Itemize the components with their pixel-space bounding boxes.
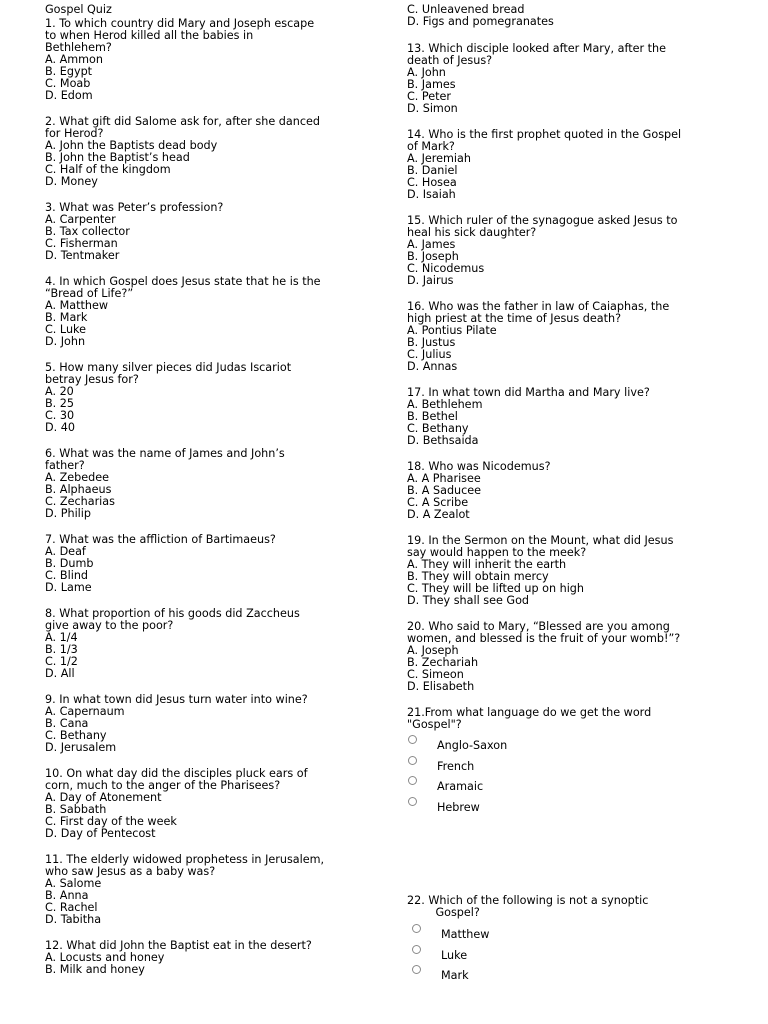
radio-option-label: French [437, 759, 475, 773]
option-text: D. Elisabeth [407, 680, 475, 693]
option-text: D. John [45, 335, 86, 348]
question-block [407, 461, 737, 521]
option-text: C. Fisherman [45, 237, 118, 250]
question-text: 14. Who is the first prophet quoted in the Gospel of Mark? [407, 128, 682, 153]
option-text: B. Cana [45, 717, 89, 730]
option-text: C. Moab [45, 77, 91, 90]
question-block [407, 535, 737, 607]
question-text: 22. Which of the following is not a synoptic Gospel? [407, 894, 649, 919]
option-text: B. Justus [407, 336, 456, 349]
option-text: C. 1/2 [45, 655, 78, 668]
question-block [45, 694, 375, 754]
radio-group-synoptic [407, 924, 737, 986]
option-text: D. Philip [45, 507, 91, 520]
option-text: D. They shall see God [407, 594, 530, 607]
option-text: D. 40 [45, 421, 75, 434]
question-text: 19. In the Sermon on the Mount, what did Jesus say would happen to the meek? [407, 534, 674, 559]
question-12-continued [407, 4, 737, 28]
option-text: D. Edom [45, 89, 93, 102]
option-text: D. Isaiah [407, 188, 456, 201]
option-text: C. Unleavened bread [407, 3, 525, 16]
option-text: B. Daniel [407, 164, 458, 177]
radio-option-label: Mark [441, 969, 469, 982]
question-block [45, 448, 375, 520]
radio-button-icon[interactable] [412, 965, 421, 974]
option-text: D. A Zealot [407, 508, 470, 521]
option-text: A. Matthew [45, 299, 108, 312]
question-22 [407, 895, 737, 986]
question-text: 11. The elderly widowed prophetess in Jerusalem, who saw Jesus as a baby was? [45, 853, 325, 878]
option-text: B. 1/3 [45, 643, 78, 656]
option-text: D. Day of Pentecost [45, 827, 156, 840]
question-text: 17. In what town did Martha and Mary live? [407, 386, 650, 399]
option-text: A. Bethlehem [407, 398, 483, 411]
option-text: A. Pontius Pilate [407, 324, 497, 337]
question-text: 10. On what day did the disciples pluck ears of corn, much to the anger of the Pharisees? [45, 767, 308, 792]
question-block [45, 768, 375, 840]
question-text: 5. How many silver pieces did Judas Iscariot betray Jesus for? [45, 361, 292, 386]
option-text: D. Jairus [407, 274, 454, 287]
question-21 [407, 707, 737, 817]
option-text: D. Annas [407, 360, 458, 373]
option-text: C. Bethany [407, 422, 469, 435]
option-text: A. James [407, 238, 456, 251]
option-text: A. Zebedee [45, 471, 109, 484]
question-block [407, 301, 737, 373]
option-text: D. Tabitha [45, 913, 102, 926]
radio-option[interactable] [407, 776, 737, 797]
radio-button-icon[interactable] [412, 924, 421, 933]
option-text: C. Zecharias [45, 495, 115, 508]
option-text: D. Tentmaker [45, 249, 120, 262]
question-block [407, 621, 737, 693]
radio-option[interactable] [407, 735, 737, 756]
question-block [407, 387, 737, 447]
option-text: A. Deaf [45, 545, 86, 558]
question-text: 4. In which Gospel does Jesus state that he is the “Bread of Life?” [45, 275, 321, 300]
radio-option[interactable] [407, 797, 737, 818]
question-text: 8. What proportion of his goods did Zaccheus give away to the poor? [45, 607, 300, 632]
radio-option[interactable] [407, 756, 737, 777]
right-column [407, 4, 737, 986]
option-text: C. A Scribe [407, 496, 469, 509]
radio-button-icon[interactable] [408, 797, 417, 806]
question-text: 21.From what language do we get the word "Gospel"? [407, 706, 652, 731]
option-text: C. Julius [407, 348, 452, 361]
question-text: 2. What gift did Salome ask for, after she danced for Herod? [45, 115, 320, 140]
option-text: A. Joseph [407, 644, 459, 657]
question-text: 16. Who was the father in law of Caiaphas, the high priest at the time of Jesus death? [407, 300, 670, 325]
option-text: C. Blind [45, 569, 89, 582]
option-text: D. Simon [407, 102, 458, 115]
option-text: A. John the Baptists dead body [45, 139, 218, 152]
option-text: B. Egypt [45, 65, 93, 78]
page-title: Gospel Quiz [45, 3, 112, 16]
option-text: C. Simeon [407, 668, 464, 681]
question-text: 13. Which disciple looked after Mary, after the death of Jesus? [407, 42, 667, 67]
option-text: C. Bethany [45, 729, 107, 742]
option-text: B. Sabbath [45, 803, 107, 816]
option-text: B. Bethel [407, 410, 458, 423]
option-text: C. Half of the kingdom [45, 163, 171, 176]
option-text: B. Dumb [45, 557, 94, 570]
option-text: C. 30 [45, 409, 75, 422]
radio-button-icon[interactable] [412, 945, 421, 954]
option-text: B. Tax collector [45, 225, 130, 238]
question-text: 9. In what town did Jesus turn water into wine? [45, 693, 308, 706]
option-text: B. Zechariah [407, 656, 479, 669]
radio-option-label: Aramaic [437, 780, 484, 793]
option-text: C. Nicodemus [407, 262, 485, 275]
question-block [45, 940, 375, 976]
radio-option-label: Hebrew [437, 800, 480, 814]
question-text: 7. What was the affliction of Bartimaeus? [45, 533, 276, 546]
radio-option[interactable] [407, 965, 737, 986]
option-text: D. Lame [45, 581, 92, 594]
option-text: A. John [407, 66, 446, 79]
question-block [45, 116, 375, 188]
option-text: B. John the Baptist’s head [45, 151, 190, 164]
option-text: A. Ammon [45, 53, 103, 66]
radio-option[interactable] [407, 945, 737, 966]
option-text: C. Hosea [407, 176, 457, 189]
question-text: 6. What was the name of James and John’s father? [45, 447, 285, 472]
option-text: A. They will inherit the earth [407, 558, 567, 571]
question-block [45, 854, 375, 926]
radio-button-icon[interactable] [408, 776, 417, 785]
option-text: A. Day of Atonement [45, 791, 162, 804]
question-text: 20. Who said to Mary, “Blessed are you among women, and blessed is the fruit of your womb!”? [407, 620, 681, 645]
option-text: B. 25 [45, 397, 75, 410]
option-text: A. Jeremiah [407, 152, 471, 165]
radio-option-label: Anglo-Saxon [437, 739, 508, 752]
option-text: A. A Pharisee [407, 472, 481, 485]
option-text: C. Luke [45, 323, 87, 336]
radio-option-label: Matthew [441, 928, 490, 941]
option-text: D. Bethsaida [407, 434, 479, 447]
option-text: A. Locusts and honey [45, 951, 165, 964]
option-text: B. Alphaeus [45, 483, 112, 496]
option-text: D. Jerusalem [45, 741, 117, 754]
radio-option[interactable] [407, 924, 737, 945]
right-question-list [407, 43, 737, 693]
question-block [407, 43, 737, 115]
option-text: A. Capernaum [45, 705, 125, 718]
option-text: B. Joseph [407, 250, 459, 263]
question-block [45, 608, 375, 680]
option-text: A. 20 [45, 385, 74, 398]
question-text: 3. What was Peter’s profession? [45, 201, 224, 214]
option-text: B. Anna [45, 889, 89, 902]
option-text: B. James [407, 78, 456, 91]
question-block [407, 215, 737, 287]
option-text: C. Peter [407, 90, 452, 103]
option-text: D. Figs and pomegranates [407, 15, 554, 28]
question-text: 12. What did John the Baptist eat in the desert? [45, 939, 312, 952]
option-text: A. Salome [45, 877, 102, 890]
option-text: B. Milk and honey [45, 963, 145, 976]
question-block [45, 202, 375, 262]
option-text: A. 1/4 [45, 631, 78, 644]
question-block [45, 276, 375, 348]
radio-button-icon[interactable] [408, 735, 417, 744]
option-text: A. Carpenter [45, 213, 116, 226]
option-text: C. They will be lifted up on high [407, 582, 584, 595]
question-text: 15. Which ruler of the synagogue asked Jesus to heal his sick daughter? [407, 214, 678, 239]
option-text: C. First day of the week [45, 815, 177, 828]
option-text: B. A Saducee [407, 484, 482, 497]
option-text: D. Money [45, 175, 98, 188]
option-text: B. They will obtain mercy [407, 570, 549, 583]
radio-button-icon[interactable] [408, 756, 417, 765]
left-question-list [45, 18, 375, 976]
option-text: B. Mark [45, 311, 88, 324]
radio-group-language [407, 735, 737, 817]
radio-option-label: Luke [441, 948, 468, 962]
question-text: 18. Who was Nicodemus? [407, 460, 551, 473]
question-block [45, 534, 375, 594]
question-text: 1. To which country did Mary and Joseph escape to when Herod killed all the babies in Bethlehem? [45, 17, 315, 54]
option-text: D. All [45, 667, 75, 680]
question-block [45, 18, 375, 102]
option-text: C. Rachel [45, 901, 98, 914]
question-block [407, 129, 737, 201]
left-column [45, 4, 375, 990]
question-block [45, 362, 375, 434]
